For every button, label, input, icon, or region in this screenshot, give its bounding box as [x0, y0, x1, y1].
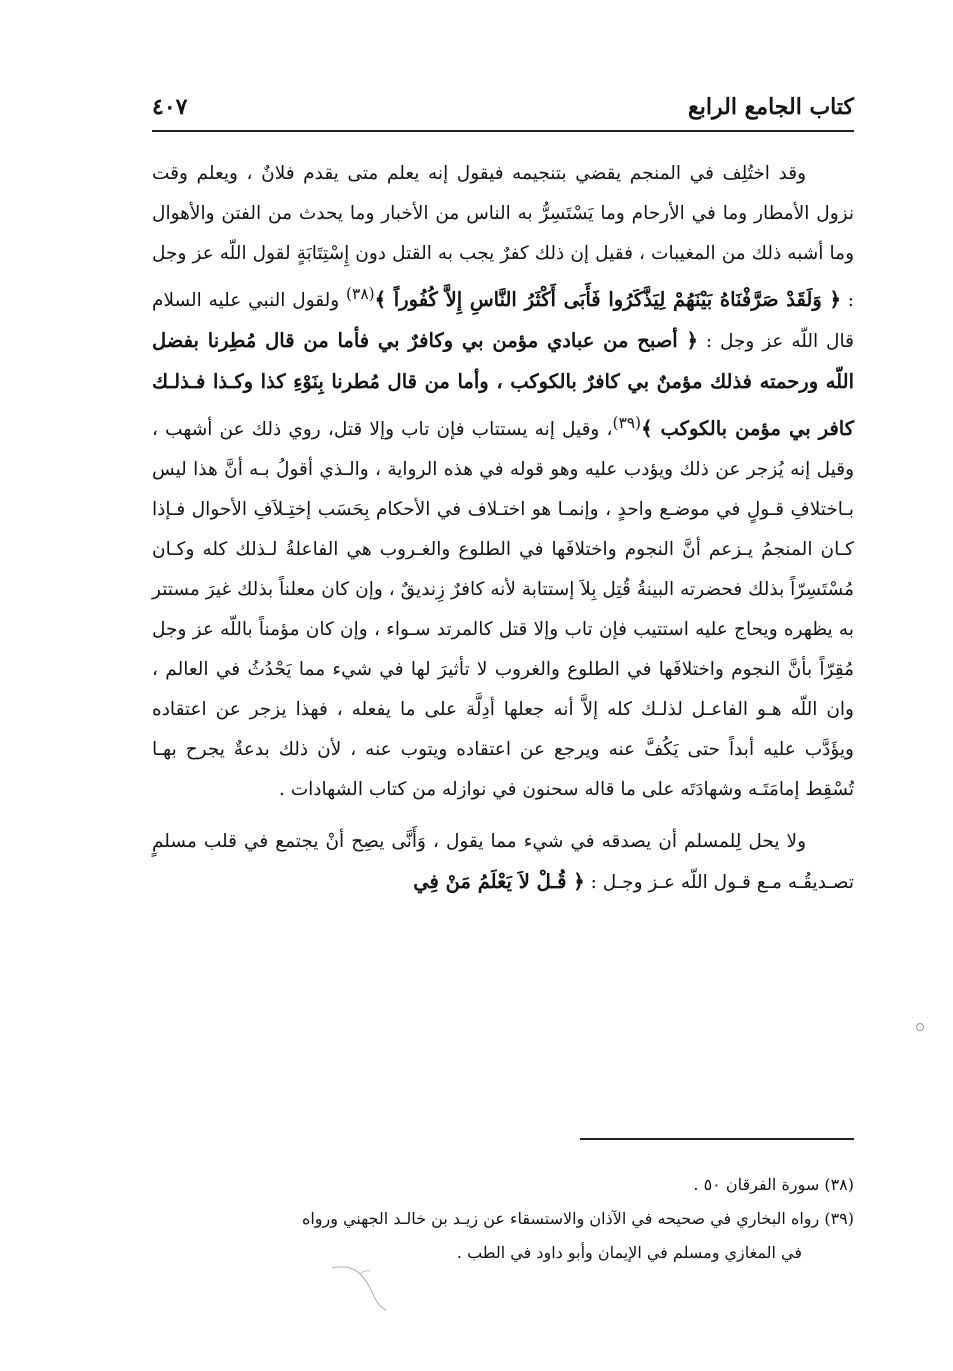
paragraph-1: [152, 154, 854, 810]
scan-dot: [916, 1023, 924, 1031]
text-run: ولا يحل لِلمسلم أن يصدقه في شيء مما يقول ، وَأَنَّى يصِح أنْ يجتمع في قلب مسلمٍ تصـديقُـه مـع قـول اللّه عـز وجـل :: [152, 831, 854, 894]
hadith-quote: ﴿ أصبح من عبادي مؤمن بي وكافرٌ بي فأما من قال مُطِرنا بفضل اللّه ورحمته فذلك مؤمنٌ بي كافرٌ بالكوكب ، وأما من قال مُطرنا بِنَوْءِ كذا وكـذا فـذلـك كافر بي مؤمن بالكوكب ﴾: [152, 329, 854, 441]
quran-verse: ﴿ قُـلْ لاَ يَعْلَمُ مَنْ فِي: [413, 870, 585, 894]
page-number: ٤٠٧: [152, 94, 188, 120]
running-header: [152, 92, 854, 130]
footnote-ref: (٣٩): [612, 414, 642, 433]
text-run: وقد اختُلِف في المنجم يقضي بتنجيمه فيقول إنه يعلم متى يقدم فلانٌ ، ويعلم وقت نزول الأمطار وما في الأرحام وما يَسْتَسِرُّ به الناس من الأخبار وما يحدث من الفتن والأهوال وما أشبه ذلك من المغيبات ، فقيل إن ذلك كفرٌ يجب به القتل دون إِسْتِتَابَةٍ لقول اللّه عز وجل :: [152, 163, 854, 312]
text-run: ولقول النبي عليه السلام قال اللّه عز وجل :: [152, 290, 854, 353]
footnote-39: (٣٩) رواه البخاري في صحيحه في الآذان والاستسقاء عن زيـد بن خالـد الجهني ورواه: [301, 1209, 854, 1228]
footnotes: [152, 1168, 854, 1270]
footnote-rule: [580, 1138, 854, 1140]
footnote-38: (٣٨) سورة الفرقان ٥٠ .: [693, 1175, 854, 1194]
text-run: ، وقيل إنه يستتاب فإن تاب وإلا قتل، روي ذلك عن أشهب ، وقيل إنه يُزجر عن ذلك ويؤدب عليه وهو قوله في هذه الرواية ، والـذي أقولُ بـه أنَّ هذا ليس بـاختلافِ قـولٍ في موضـع واحدٍ ، وإنمـا هو اختـلاف في الأحكام بِحَسَب إختِـلاَفِ الأحوال فـإذا كـان المنجمُ يـزعم أنَّ النجوم واختلافَها في الطلوع والغـروب هي الفاعلةُ لـذلك كله وكـان مُسْتَسِرّاً بذلك فحضرته البينةُ قُتِل بِلاَ إستتابة لأنه كافرٌ زِنديقٌ ، وإن كان معلناً بذلك غيرَ مستتر به يظهره ويحاج عليه استتيب فإن تاب وإلا قتل كالمرتد سـواء ، وإن كان مؤمناً باللّه عز وجل مُقِرّاً بأنَّ النجوم واختلافَها في الطلوع والغروب لا تأثيرَ لها في شيء مما يَحْدُثُ في العالم ، وان اللّه هـو الفاعـل لذلـك كله إلاَّ أنه جعلها أدِلَّة على ما يفعله ، فهذا يزجر عن اعتقاده ويؤَدَّب عليه أبداً حتى يَكُفَّ عنه ويرجع عن اعتقاده ويتوب عنه ، لأن ذلك بدعةٌ يجرح بهـا تُسْقِط إمامَتَـه وشهادَتَه على ما قاله سحنون في نوازله من كتاب الشهادات .: [152, 419, 854, 801]
main-text: [152, 154, 854, 903]
pencil-mark: [330, 1262, 400, 1312]
book-title: كتاب الجامع الرابع: [688, 94, 854, 120]
footnote-39-continued: في المغازي ومسلم في الإيمان وأبو داود في الطب .: [456, 1243, 802, 1262]
header-rule: [152, 130, 854, 132]
paragraph-2: [152, 822, 854, 903]
quran-verse: ﴿ وَلَقَدْ صَرَّفْنَاهُ بَيْنَهُمْ لِيَذَّكَرُوا فَأَبَى أَكْثَرُ النَّاسِ إِلاَّ كُفُوراً ﴾: [374, 288, 841, 312]
footnote-ref: (٣٨): [346, 285, 375, 303]
